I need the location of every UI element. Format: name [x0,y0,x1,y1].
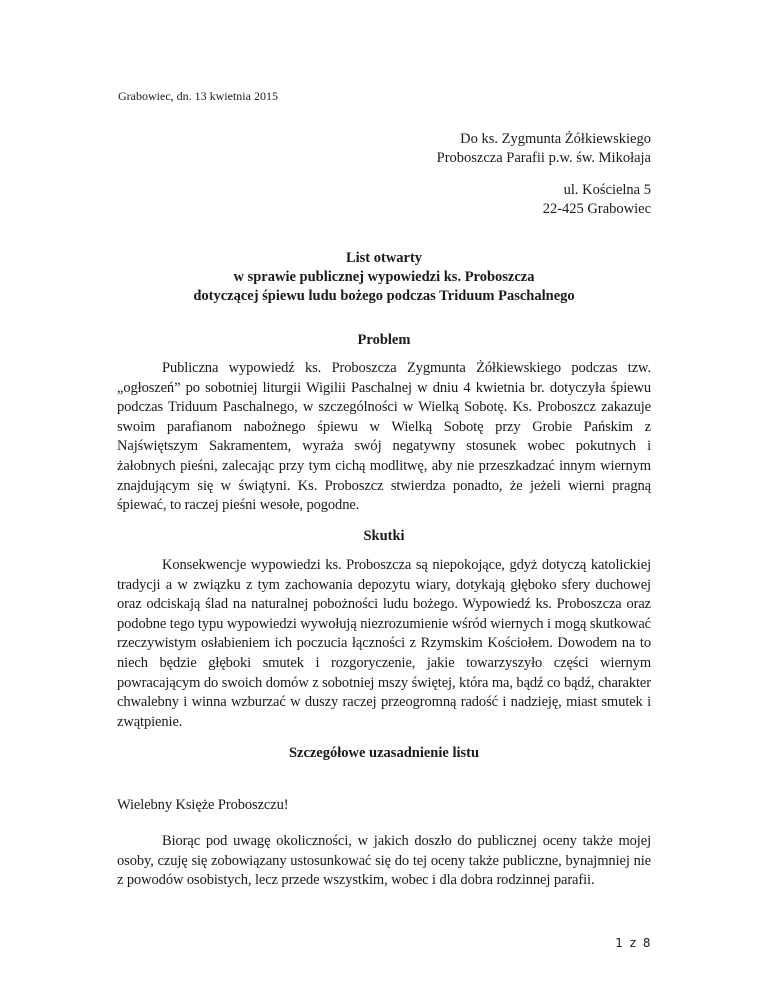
heading-skutki: Skutki [363,528,405,544]
title-line-2: w sprawie publicznej wypowiedzi ks. Proboszcza [233,269,535,285]
letter-title [0,249,768,306]
recipient-city: 22-425 Grabowiec [542,201,651,217]
place-date: Grabowiec, dn. 13 kwietnia 2015 [118,89,278,103]
title-line-1: List otwarty [345,250,423,266]
recipient-name: Do ks. Zygmunta Żółkiewskiego [460,131,651,147]
letter-paragraph-1: Biorąc pod uwagę okoliczności, w jakich doszło do publicznej oceny także mojej osoby, czuję się zobowiązany ustosunkować się do tej oceny także publiczne, bynajmniej nie z powodów osobistych, lecz przede wszystkim, wobec i dla dobra rodzinnej parafii. [117,833,651,889]
recipient-title: Proboszcza Parafii p.w. św. Mikołaja [436,150,651,166]
page-number: 1 z 8 [615,936,652,950]
title-line-3: dotyczącej śpiewu ludu bożego podczas Triduum Paschalnego [193,288,575,304]
heading-uzasadnienie: Szczegółowe uzasadnienie listu [288,745,480,761]
recipient-address [437,130,651,219]
heading-problem: Problem [357,332,411,348]
recipient-street: ul. Kościelna 5 [563,182,651,198]
skutki-paragraph: Konsekwencje wypowiedzi ks. Proboszcza są niepokojące, gdyż dotyczą katolickiej tradycji a w związku z tym zachowania depozytu wiary, dotykają głęboko sfery duchowej oraz odciskają ślad na naturalnej pobożności ludu bożego. Wypowiedź ks. Proboszcza oraz podobne tego typu wypowiedzi wywołują niezrozumienie wśród wiernych i mogą skutkować rzeczywistym osłabieniem ich poczucia łączności z Rzymskim Kościołem. Dowodem na to niech będzie głęboki smutek i rozgoryczenie, jakie towarzyszyło części wiernym powracającym do swoich domów z sobotniej mszy świętej, która ma, bądź co bądź, charakter chwalebny i winna wzburzać w duszy raczej przeogromną radość i nadzieję, miast smutek i zwątpienie. [117,557,651,730]
salutation: Wielebny Księże Proboszczu! [117,797,289,813]
problem-paragraph: Publiczna wypowiedź ks. Proboszcza Zygmunta Żółkiewskiego podczas tzw. „ogłoszeń” po sobotniej liturgii Wigilii Paschalnej w dniu 4 kwietnia br. dotyczyła śpiewu podczas Triduum Paschalnego, w szczególności w Wielką Sobotę. Ks. Proboszcz zakazuje swoim parafianom nabożnego śpiewu w Wielką Sobotę przy Grobie Pańskim z Najświętszym Sakramentem, wyraża swój negatywny stosunek wobec pokutnych i żałobnych pieśni, zalecając przy tym cichą modlitwę, aby nie przeszkadzać innym wiernym znajdującym się w świątyni. Ks. Proboszcz stwierdza ponadto, że jeżeli wierni pragną śpiewać, to raczej pieśni wesołe, pogodne. [117,360,651,514]
